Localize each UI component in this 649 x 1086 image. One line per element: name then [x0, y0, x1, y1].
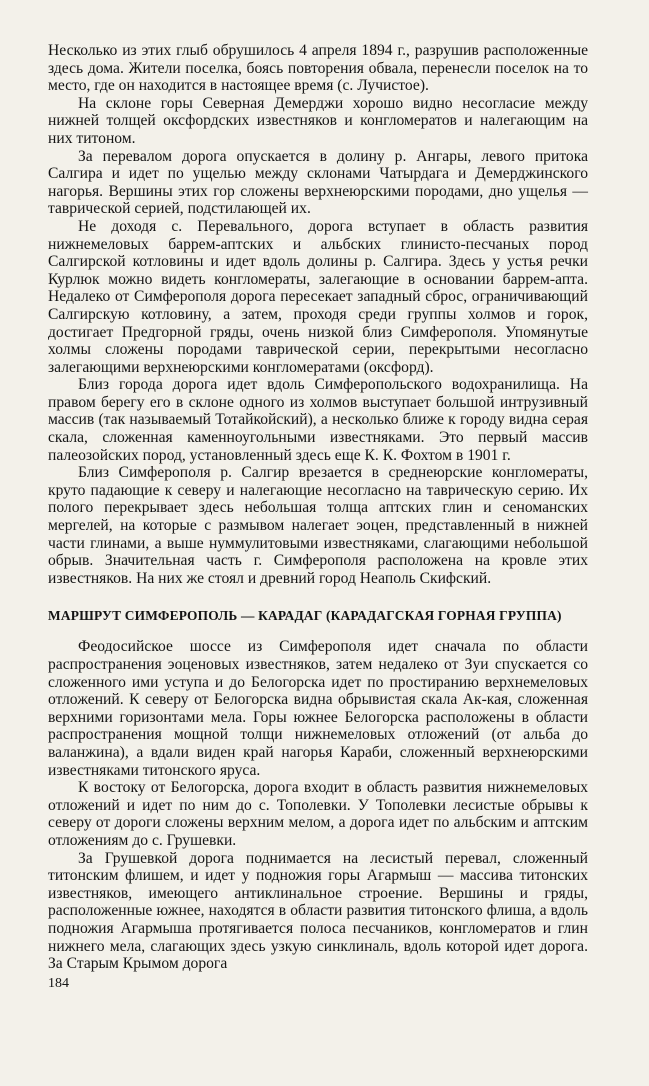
page-number: 184 — [48, 975, 69, 991]
paragraph-pereval-noe: Не доходя с. Перевального, дорога вступает в область развития нижнемеловых баррем-аптских и альбских глинисто-песчаных пород Салгирской котловины и идет вдоль долины р. Салгира. Здесь у устья речки Курлюк можно видеть конгломераты, залегающие в основании баррем-апта. Недалеко от Симферополя дорога пересекает западный сброс, ограничивающий Салгирскую котловину, а затем, проходя среди группы холмов и горок, достигает Предгорной гряды, очень низкой близ Симферополя. Упомянутые холмы сложены породами таврической серии, перекрытыми несогласно залегающими верхнеюрскими конгломератами (оксфорд). — [48, 217, 588, 376]
paragraph-simferopol: Близ Симферополя р. Салгир врезается в среднеюрские конгломераты, круто падающие к северу и налегающие несогласно на таврическую серию. Их полого перекрывает здесь небольшая толща аптских глин и сеноманских мергелей, на которые с размывом налегает эоцен, представленный в нижней части глинами, а выше нуммулитовыми известняками, слагающими небольшой обрыв. Значительная часть г. Симферополя расположена на кровле этих известняков. На них же стоял и древний город Неаполь Скифский. — [48, 464, 588, 587]
paragraph-angara-valley: За перевалом дорога опускается в долину р. Ангары, левого притока Салгира и идет по ущелью между склонами Чатырдага и Демерджинского нагорья. Вершины этих гор сложены верхнеюрскими породами, дно ущелья — таврической серией, подстилающей их. — [48, 147, 588, 218]
book-page — [48, 42, 588, 992]
paragraph-grushevka: За Грушевкой дорога поднимается на лесистый перевал, сложенный титонским флишем, и идет у подножия горы Агармыш — массива титонских известняков, имеющего антиклинальное строение. Вершины и гряды, расположенные южнее, находятся в области развития титонского флиша, а вдоль подножия Агармыша протягивается полоса песчаников, конгломератов и глин нижнего мела, слагающих здесь узкую синклиналь, вдоль которой идет дорога. За Старым Крымом дорога — [48, 849, 588, 973]
paragraph-reservoir: Близ города дорога идет вдоль Симферопольского водохранилища. На правом берегу его в склоне одного из холмов выступает большой интрузивный массив (так называемый Тотайкойский), а несколько ближе к городу видна серая скала, сложенная каменноугольными известняками. Это первый массив палеозойских пород, установленный здесь еще К. К. Фохтом в 1901 г. — [48, 376, 588, 464]
section-heading: МАРШРУТ СИМФЕРОПОЛЬ — КАРАДАГ (КАРАДАГСКАЯ ГОРНАЯ ГРУППА) — [48, 608, 562, 624]
paragraph-luchistoe: Несколько из этих глыб обрушилось 4 апреля 1894 г., разрушив расположенные здесь дома. Жители поселка, боясь повторения обвала, перенесли поселок на то место, где он находится в настоящее время (с. Лучистое). — [48, 42, 588, 95]
paragraph-demerdzhi: На склоне горы Северная Демерджи хорошо видно несогласие между нижней толщей оксфордских известняков и конгломератов и налегающим на них титоном. — [48, 94, 588, 147]
paragraph-feodosia-highway: Феодосийское шоссе из Симферополя идет сначала по области распространения эоценовых известняков, затем недалеко от Зуи спускается со сложенного ими уступа и до Белогорска идет по простиранию верхнемеловых отложений. К северу от Белогорска видна обрывистая скала Ак-кая, сложенная верхними горизонтами мела. Горы южнее Белогорска расположены в области распространения мощной толщи нижнемеловых отложений (от альба до валанжина), а вдали виден край нагорья Караби, сложенный верхнеюрскими известняками титонского яруса. — [48, 638, 588, 779]
paragraph-topolevka: К востоку от Белогорска, дорога входит в область развития нижнемеловых отложений и идет по ним до с. Тополевки. У Тополевки лесистые обрывы к северу от дороги сложены верхним мелом, а дорога идет по альбским и аптским отложениям до с. Грушевки. — [48, 779, 588, 849]
